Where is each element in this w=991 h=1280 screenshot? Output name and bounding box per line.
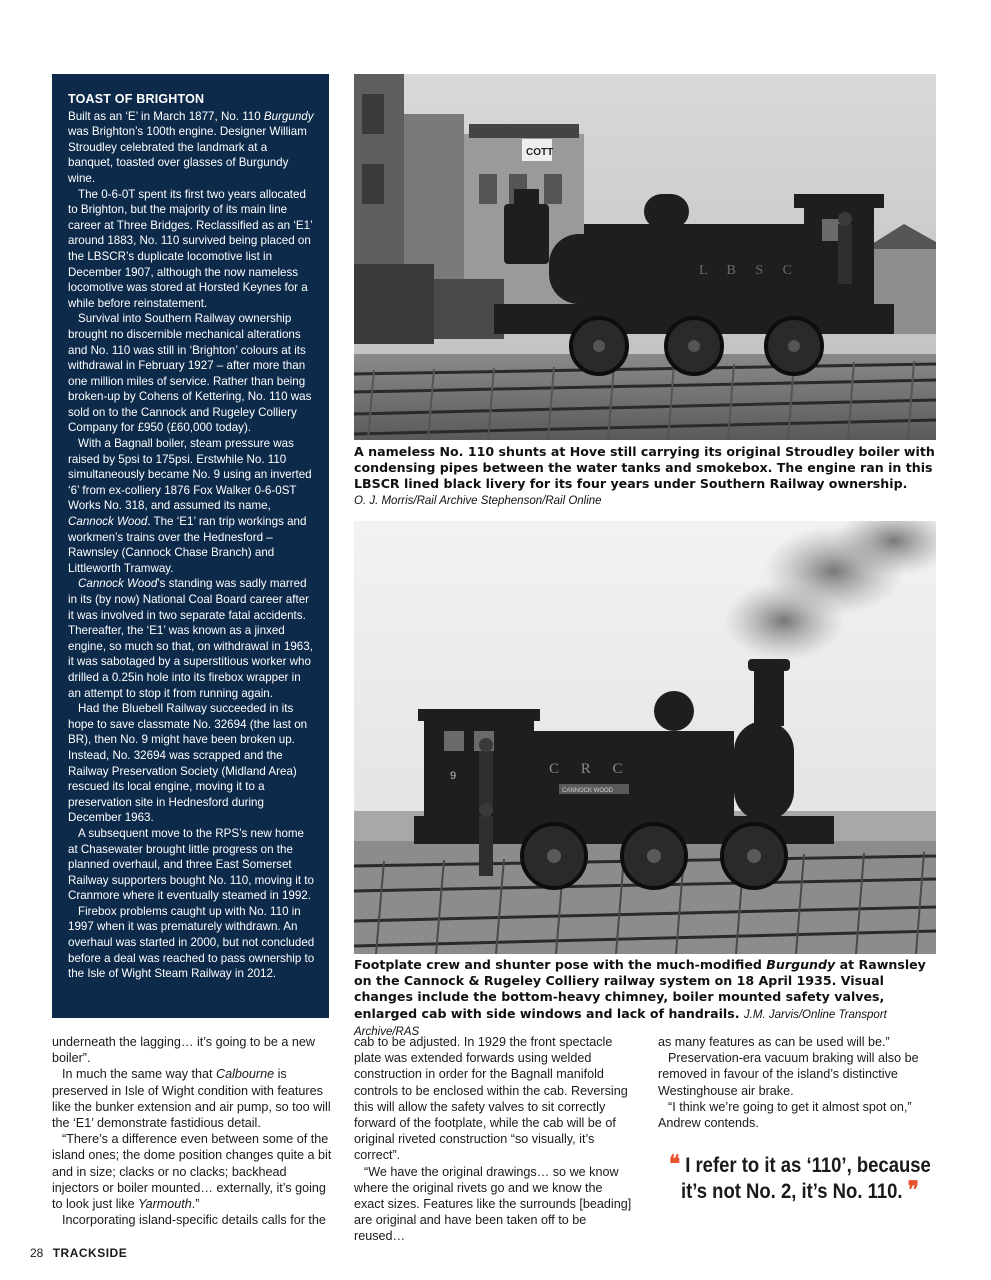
sidebar-heading: TOAST OF BRIGHTON (68, 92, 205, 106)
body-paragraph: as many features as can be used will be.” (658, 1035, 890, 1049)
page-number: 28 (30, 1246, 44, 1260)
page-footer (30, 1246, 127, 1260)
sidebar-paragraph: Firebox problems caught up with No. 110 in 1997 when it was prematurely withdrawn. An overhaul was started in 2000, but not concluded before a deal was reached to pass ownership to the Isle of Wight Steam Railway in 2012. (68, 904, 315, 981)
body-paragraph: “We have the original drawings… so we know where the original rivets go and we know the exact sizes. Features like the surrounds [beading] are original and have been taken off to be reused… (354, 1164, 632, 1244)
photo-crc-locomotive-rawnsley (354, 521, 936, 954)
caption-photo2: Footplate crew and shunter pose with the much-modified Burgundy at Rawnsley on the Cannock & Rugeley Colliery railway system on 18 April 1935. Visual changes include the bottom-heavy chimney, boiler mounted safety valves, enlarged cab with side windows and lack of handrails. J.M. Jarvis/Online Transport Archive/RAS (354, 957, 926, 1038)
sidebar-paragraph: Cannock Wood’s standing was sadly marred in its (by now) National Coal Board career after it was involved in two separate fatal accidents. Thereafter, the ‘E1’ was known as a jinxed engine, so much so that, on withdrawal in 1963, it was sabotaged by a superstitious worker who drilled a 0.25in hole into its firebox wrapper in an attempt to stop it from running again. (68, 577, 313, 700)
caption-photo1: A nameless No. 110 shunts at Hove still carrying its original Stroudley boiler with condensing pipes between the water tanks and smokebox. The engine ran in this LBSCR lined black livery for its four years under Southern Railway ownership. O. J. Morris/Rail Archive Stephenson/Rail Online (354, 444, 944, 509)
body-paragraph: Preservation-era vacuum braking will also be removed in favour of the island’s distinctive Westinghouse air brake. (658, 1051, 919, 1098)
body-paragraph: “There’s a difference even between some of the island ones; the dome position changes quite a bit and in size; clacks or no clacks; backhead injectors or boiler mounted… externally, it’s going to look just like Yarmouth.” (52, 1132, 332, 1212)
caption-credit: O. J. Morris/Rail Archive Stephenson/Rail Online (354, 494, 602, 507)
magazine-name: TRACKSIDE (52, 1246, 128, 1260)
sidebar-paragraph: Had the Bluebell Railway succeeded in its hope to save classmate No. 32694 (the last on BR), then No. 9 might have been broken up. Instead, No. 32694 was scrapped and the Railway Preservation Society (Midland Area) rescued its local engine, moving it to a preservation site in Hednesford during December 1963. (68, 702, 308, 825)
loco-lettering: L B S C (699, 263, 800, 278)
pull-quote-text: I refer to it as ‘110’, because it’s not No. 2, it’s No. 110. (680, 1153, 931, 1203)
body-paragraph: Incorporating island-specific details calls for the (62, 1213, 326, 1228)
close-quote-icon: ❞ (907, 1177, 919, 1204)
open-quote-icon: ❝ (668, 1151, 681, 1178)
photo-lbscr-locomotive-hove (354, 74, 936, 440)
sign-text: COTT (526, 147, 554, 158)
sidebar-paragraph: Built as an ‘E’ in March 1877, No. 110 Burgundy was Brighton’s 100th engine. Designer William Stroudley celebrated the landmark at a banquet, toasted over glasses of Burgundy wine. (68, 109, 314, 185)
body-column-1 (52, 1034, 332, 1228)
body-column-3 (658, 1034, 938, 1131)
loco-number: 9 (450, 770, 457, 782)
sidebar-paragraph: With a Bagnall boiler, steam pressure was raised by 5psi to 175psi. Erstwhile No. 110 simultaneously became No. 9 using an inverted ‘6’ from ex-colliery 1876 Fox Walker 0-6-0ST Works No. 318, and assumed its name, Cannock Wood. The ‘E1’ ran trip workings and workmen’s trains over the Hednesford – Rawnsley (Cannock Chase Branch) and Littleworth Tramway. (68, 437, 312, 575)
sidebar-box (52, 74, 329, 1018)
body-paragraph: underneath the lagging… it’s going to be a new boiler”. (52, 1035, 316, 1066)
body-column-2 (354, 1034, 634, 1245)
sidebar-paragraph: A subsequent move to the RPS’s new home at Chasewater brought little progress on the planned overhaul, and three East Somerset Railway supporters bought No. 110, moving it to Cranmore where it eventually steamed in 1992. (68, 826, 314, 903)
caption-credit: J.M. Jarvis/Online Transport Archive/RAS (354, 1008, 887, 1038)
body-paragraph: “I think we’re going to get it almost spot on,” Andrew contends. (658, 1099, 912, 1131)
body-paragraph: In much the same way that Calbourne is preserved in Isle of Wight condition with features like the bunker extension and air pump, so too will the ‘E1’ demonstrate fastidious detail. (52, 1067, 331, 1131)
pull-quote (658, 1152, 942, 1204)
loco-lettering: C R C (549, 761, 632, 777)
sidebar-paragraph: Survival into Southern Railway ownership brought no discernible mechanical alterations and No. 110 was still in ‘Brighton’ colours at its withdrawal in February 1927 – after more than one million miles of service. Rather than being broken-up by Cohens of Kettering, No. 110 was sold on to the Cannock and Rugeley Colliery Company for £950 (£60,000 today). (68, 312, 312, 435)
sidebar-paragraph: The 0-6-0T spent its first two years allocated to Brighton, but the majority of its main line career at Three Bridges. Reclassified as an ‘E1’ around 1883, No. 110 survived being placed on the LBSCR’s duplicate locomotive list in December 1907, although the now nameless locomotive was stored at Horsted Keynes for a while before reinstatement. (68, 187, 313, 310)
nameplate-text: CANNOCK WOOD (562, 788, 613, 794)
body-paragraph: cab to be adjusted. In 1929 the front spectacle plate was extended forwards using welded construction in order for the Bagnall manifold controls to be enclosed within the cab. Reversing this will allow the safety valves to sit correctly forward of the footplate, while the cab will be of original riveted construction “so visually, it’s correct”. (354, 1035, 628, 1163)
